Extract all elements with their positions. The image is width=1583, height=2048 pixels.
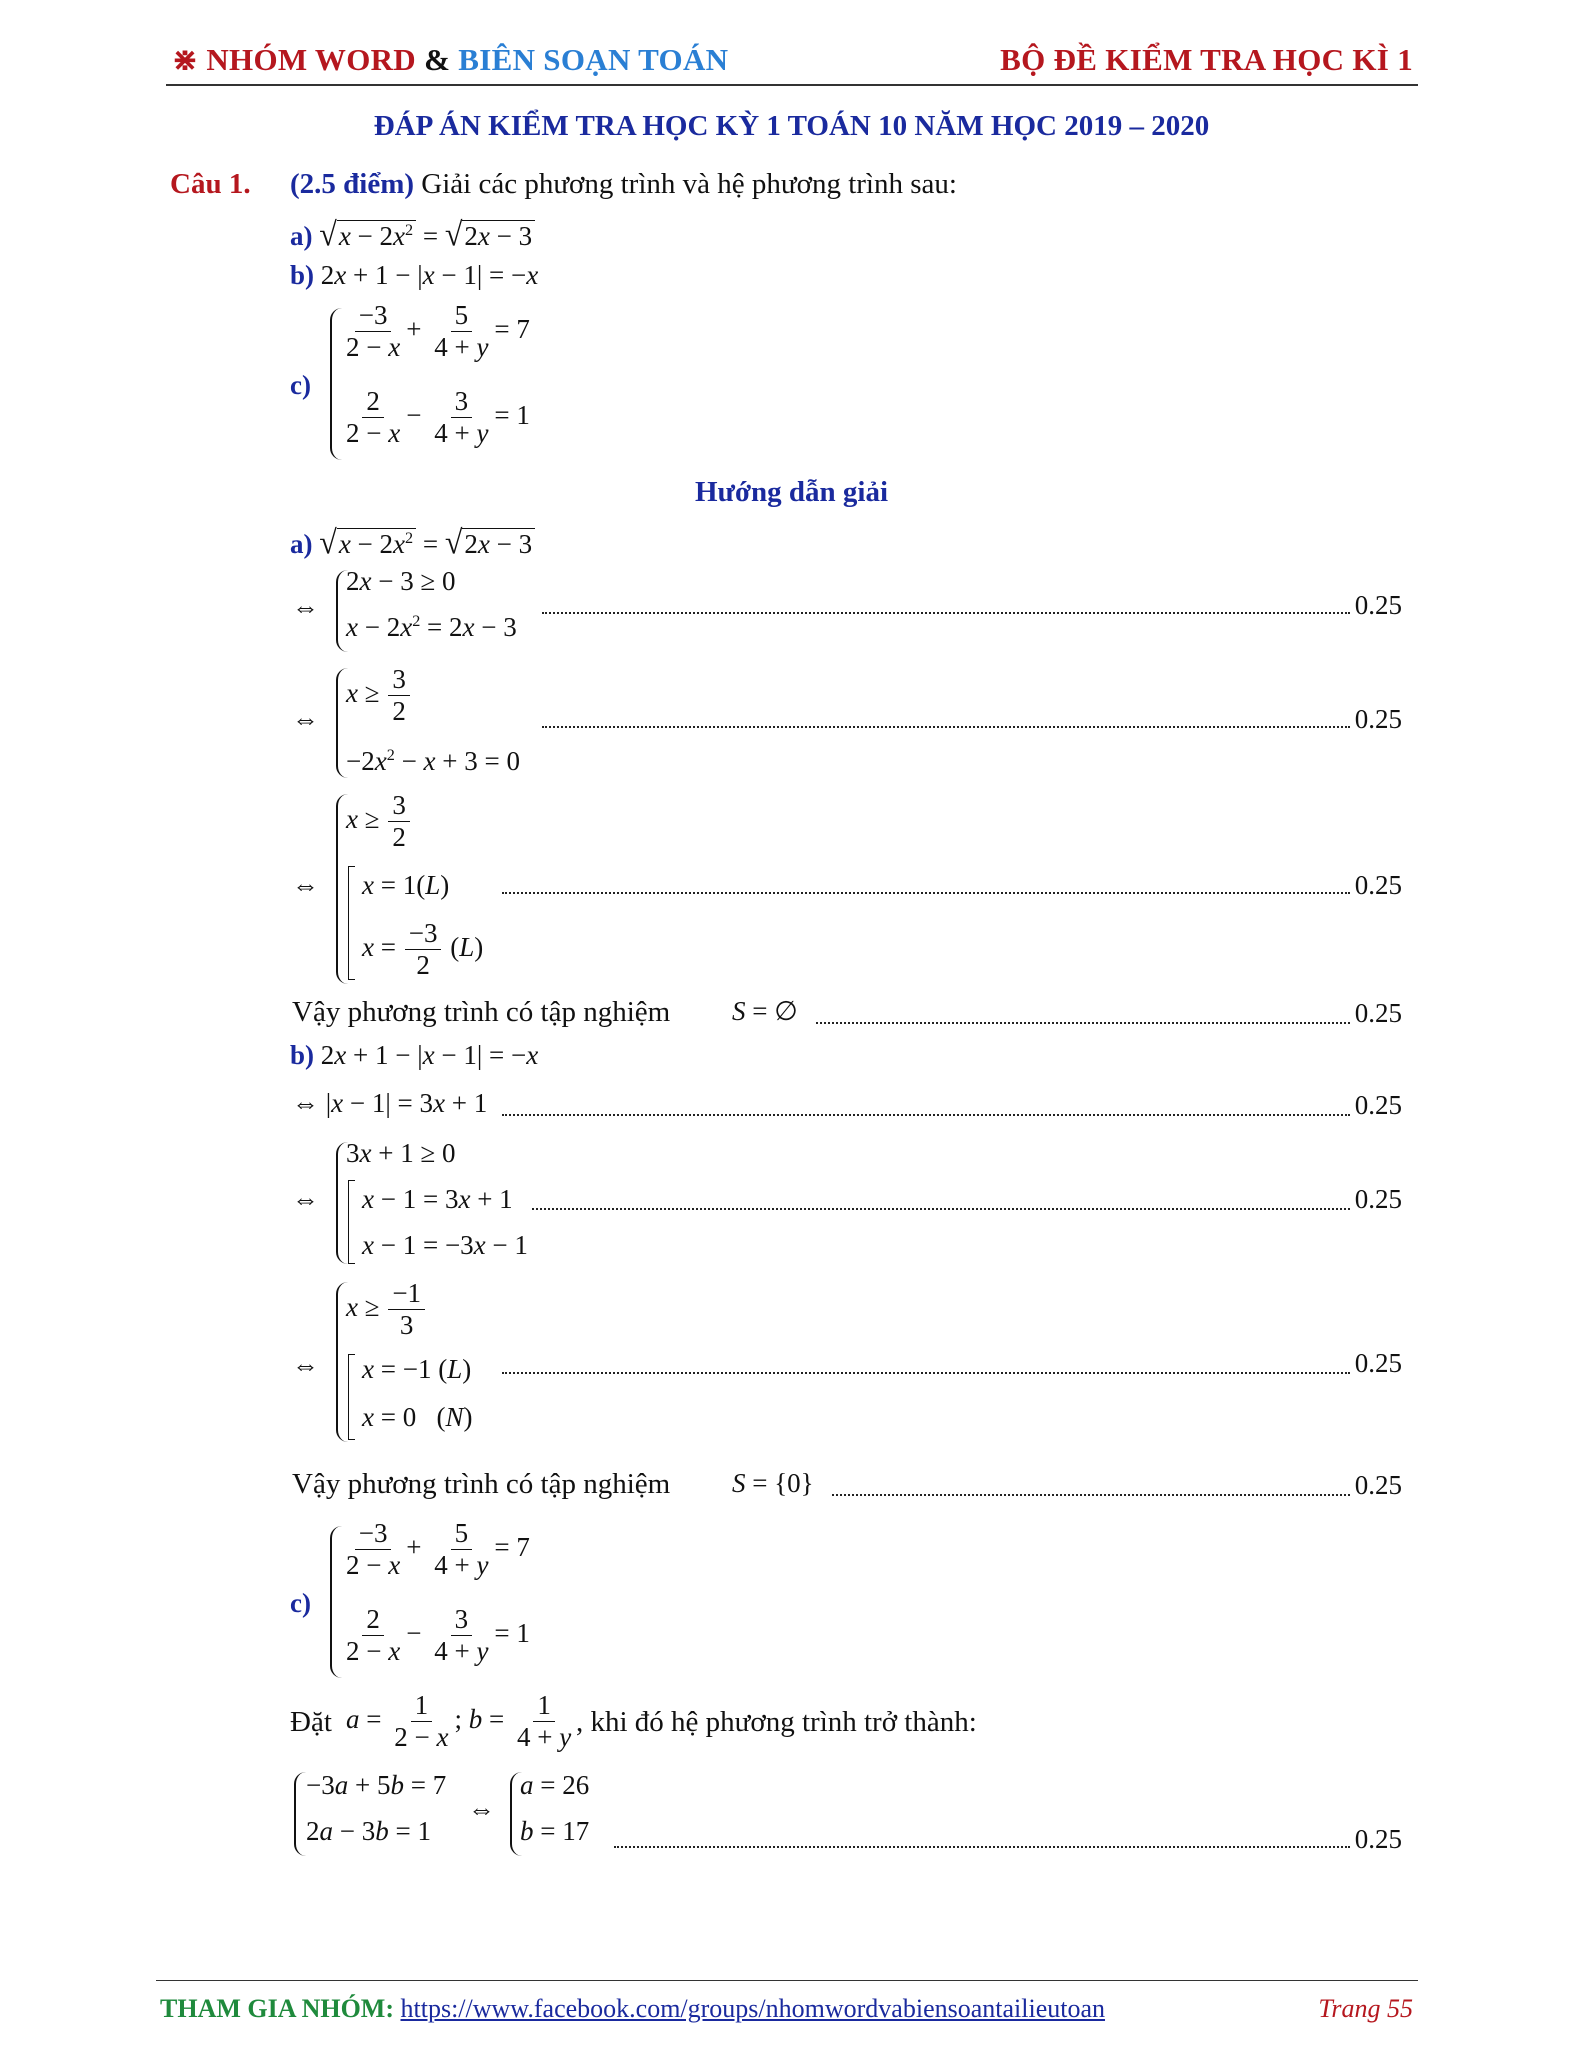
- header-group-name: NHÓM WORD: [206, 42, 416, 77]
- question-prompt: Giải các phương trình và hệ phương trình sau:: [421, 168, 957, 200]
- solution-b-step-3: ⇔ x ≥ $\frac{-1}{3}$ x = −1 (L) x = 0 (N) 0.25: [292, 1278, 1402, 1448]
- solution-title: Hướng dẫn giải: [694, 476, 889, 508]
- solution-b-step-1: ⇔ |x − 1| = 3x + 1 0.25: [292, 1088, 1402, 1120]
- solution-a-conclusion: Vậy phương trình có tập nghiệm S = ∅ 0.25: [292, 996, 1402, 1028]
- header-amp: &: [424, 42, 451, 77]
- solution-c-system: −3a + 5b = 7 2a − 3b = 1 ⇔ a = 26 b = 17 0.25: [292, 1770, 1402, 1870]
- solution-b-step-2: ⇔ 3x + 1 ≥ 0 x − 1 = 3x + 1 x − 1 = −3x − 1 0.25: [292, 1138, 1402, 1268]
- solution-b-conclusion: Vậy phương trình có tập nghiệm S = {0} 0.25: [292, 1468, 1402, 1500]
- solution-b-statement: b) 2x + 1 − |x − 1| = −x: [290, 1040, 539, 1070]
- statement-a: a) $√x - 2x^2 = √2x - 3$: [290, 216, 535, 253]
- substitution-line: Đặt a = $\frac{1}{2 - x}$ ; b = $\frac{1}{4 + y}$ , khi đó hệ phương trình trở thành:: [290, 1690, 977, 1753]
- header-left: [172, 42, 728, 78]
- page-title: ĐÁP ÁN KIỂM TRA HỌC KỲ 1 TOÁN 10 NĂM HỌC 2019 – 2020: [373, 110, 1210, 142]
- solution-a-step-2: ⇔ x ≥ $\frac{3}{2}$ $-2x^2 - x + 3 = 0$ 0.25: [292, 664, 1402, 776]
- header-group-name-2: BIÊN SOẠN TOÁN: [458, 42, 729, 77]
- statement-b: b) 2x + 1 − |x − 1| = −x: [290, 260, 539, 290]
- solution-c-statement: c) $\frac{-3}{2 - x}$ + $\frac{5}{4 + y}$ = 7 $\frac{2}{2 - x}$ − $\frac{3}{4 + y}$ = 1: [290, 1518, 550, 1688]
- statement-c: c) $\frac{-3}{2 - x}$ + $\frac{5}{4 + y}$ = 7 $\frac{2}{2 - x}$ − $\frac{3}{4 + y}$ = 1: [290, 300, 550, 470]
- question-prompt-line: [290, 168, 957, 201]
- group-logo-icon: ⋇: [172, 42, 199, 77]
- page-number: Trang 55: [1318, 1994, 1413, 2023]
- footer-left: [160, 1994, 1105, 2024]
- header-rule: [166, 84, 1418, 86]
- solution-a-step-3: ⇔ x ≥ $\frac{3}{2}$ x = 1(L) x = $\frac{-3}{2}$ (L) 0.25: [292, 790, 1402, 990]
- solution-a-statement: a) $√x - 2x^2 = √2x - 3$: [290, 524, 535, 561]
- footer-rule: [156, 1980, 1418, 1981]
- solution-a-step-1: ⇔ 2x − 3 ≥ 0 $x - 2x^2 = 2x - 3$ 0.25: [292, 566, 1402, 656]
- footer-group-link[interactable]: https://www.facebook.com/groups/nhomwordvabiensoantailieutoan: [400, 1994, 1106, 2023]
- header-right: BỘ ĐỀ KIỂM TRA HỌC KÌ 1: [1000, 42, 1413, 77]
- question-points: (2.5 điểm): [290, 168, 415, 200]
- question-label: Câu 1.: [170, 168, 251, 200]
- footer-join-label: THAM GIA NHÓM:: [160, 1994, 394, 2023]
